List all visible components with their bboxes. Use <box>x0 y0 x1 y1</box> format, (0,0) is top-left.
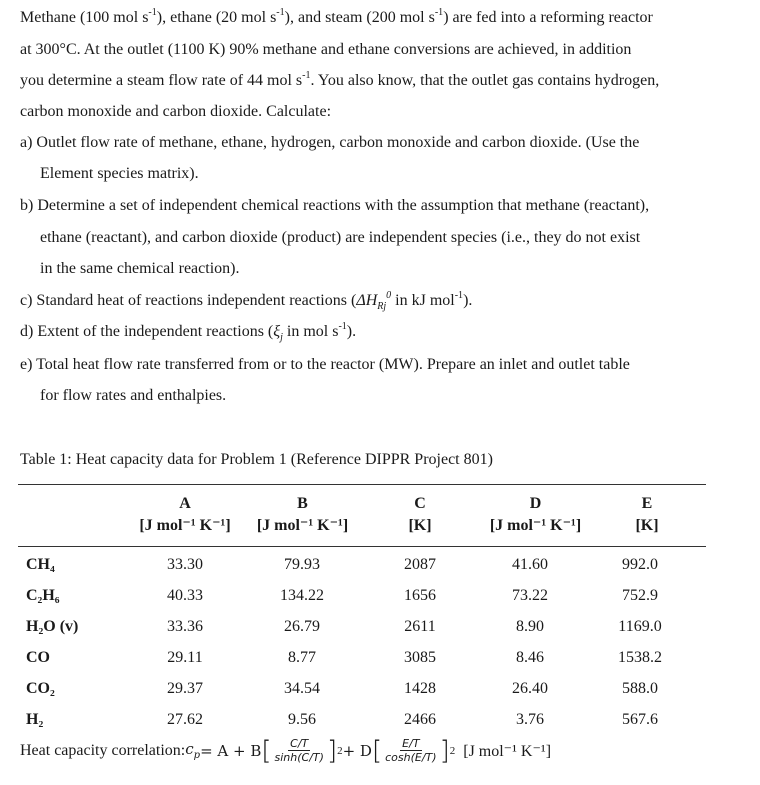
problem-line-3 <box>20 71 659 91</box>
value-cell-c: 1428 <box>404 680 436 697</box>
question-c-unit: in kJ mol <box>391 292 455 309</box>
value-cell-c: 2466 <box>404 711 436 728</box>
question-b-line-3: in the same chemical reaction). <box>40 260 240 277</box>
question-d-text: d) Extent of the independent reactions ( <box>20 323 274 340</box>
header-d-name: D <box>529 495 542 512</box>
question-c-end: ). <box>463 292 473 309</box>
question-d-unit: in mol s <box>282 323 339 340</box>
delta-h-symbol: ΔH <box>356 292 378 309</box>
question-e-line-2: for flow rates and enthalpies. <box>40 387 227 404</box>
xi-sub: j <box>280 332 283 344</box>
problem-line-2: at 300°C. At the outlet (1100 K) 90% methane and ethane conversions are achieved, in addition <box>20 41 632 58</box>
line3-sup: -1 <box>302 70 311 81</box>
value-cell-d: 26.40 <box>512 680 548 697</box>
correlation-label: Heat capacity correlation: <box>20 741 186 759</box>
bracket-open-2: [ <box>371 735 383 766</box>
heat-capacity-correlation: Heat capacity correlation: $c_p$ = A + B [ $\frac{C/T}{\sinh(C/T)}$ ] 2 + D [ $\frac{E/T}{\cosh(E/T)}$ ] 2 [J mol⁻¹ K⁻¹] <box>20 735 552 766</box>
value-cell-b: 9.56 <box>288 711 316 728</box>
bracket-close-2: ] <box>439 735 450 766</box>
question-b-line-1: b) Determine a set of independent chemical reactions with the assumption that methane (reactant), <box>20 197 650 214</box>
fraction-1-numerator: C/T <box>290 737 309 750</box>
value-cell-b: 134.22 <box>280 587 324 604</box>
fraction-1-denominator: sinh(C/T) <box>274 751 324 764</box>
value-cell-a: 27.62 <box>167 711 203 728</box>
value-cell-c: 3085 <box>404 649 436 666</box>
header-c-name: C <box>414 495 426 512</box>
header-e-name: E <box>641 495 653 512</box>
value-cell-a: 29.11 <box>167 649 203 666</box>
value-cell-a: 33.36 <box>167 618 203 635</box>
fraction-2-numerator: E/T <box>402 737 420 750</box>
header-a <box>130 493 240 537</box>
value-cell-b: 34.54 <box>284 680 320 697</box>
species-cell: H₂ <box>26 711 44 728</box>
header-d <box>478 493 593 537</box>
question-c-unit-sup: -1 <box>454 290 464 301</box>
correlation-units: [J mol⁻¹ K⁻¹] <box>463 742 552 760</box>
table-caption: Table 1: Heat capacity data for Problem 1 (Reference DIPPR Project 801) <box>20 451 493 468</box>
table-header-rule <box>18 546 706 547</box>
fraction-2-denominator: cosh(E/T) <box>385 751 437 764</box>
value-cell-d: 8.90 <box>516 618 544 635</box>
value-cell-d: 41.60 <box>512 556 548 573</box>
value-cell-a: 40.33 <box>167 587 203 604</box>
intro-text-4: ) are fed into a reforming reactor <box>443 9 653 26</box>
value-cell-b: 26.79 <box>284 618 320 635</box>
species-cell: CO <box>26 649 50 666</box>
question-a-line-2: Element species matrix). <box>40 165 199 182</box>
fraction-2 <box>383 737 438 764</box>
fraction-1 <box>273 737 326 764</box>
intro-text-1: Methane (100 mol s <box>20 9 149 26</box>
value-cell-c: 2611 <box>404 618 436 635</box>
value-cell-d: 3.76 <box>516 711 544 728</box>
header-b-unit: [J mol⁻¹ K⁻¹] <box>256 517 349 534</box>
question-d-unit-sup: -1 <box>338 321 347 332</box>
problem-intro-line <box>20 8 653 28</box>
cp-subscript: p <box>193 750 201 761</box>
value-cell-e: 992.0 <box>622 556 658 573</box>
question-d-end: ). <box>346 323 357 340</box>
value-cell-c: 2087 <box>404 556 436 573</box>
header-e-unit: [K] <box>635 517 659 534</box>
cp-letter: c <box>185 740 194 758</box>
table-top-rule <box>18 484 706 485</box>
value-cell-d: 8.46 <box>516 649 544 666</box>
value-cell-e: 567.6 <box>622 711 658 728</box>
line3-text-b: . You also know, that the outlet gas contains hydrogen, <box>310 72 660 89</box>
question-c <box>20 291 472 317</box>
value-cell-e: 1538.2 <box>618 649 662 666</box>
intro-sup-2: -1 <box>276 7 285 18</box>
line3-text-a: you determine a steam flow rate of 44 mol s <box>20 72 303 89</box>
intro-text-3: ), and steam (200 mol s <box>284 9 435 26</box>
value-cell-c: 1656 <box>404 587 436 604</box>
delta-h-sub: Rj <box>377 301 387 313</box>
question-e-line-1: e) Total heat flow rate transferred from or to the reactor (MW). Prepare an inlet and outlet table <box>20 356 630 373</box>
value-cell-b: 79.93 <box>284 556 320 573</box>
value-cell-e: 752.9 <box>622 587 658 604</box>
xi-symbol: ξ <box>273 323 281 340</box>
eq-a-plus-b: = A + B <box>200 741 262 760</box>
value-cell-e: 1169.0 <box>618 618 662 635</box>
species-cell: H₂O (v) <box>26 618 79 635</box>
header-c <box>395 493 445 537</box>
plus-d: + D <box>342 741 372 760</box>
question-b-line-2: ethane (reactant), and carbon dioxide (product) are independent species (i.e., they do not exist <box>40 229 641 246</box>
question-d <box>20 322 356 348</box>
question-c-text: c) Standard heat of reactions independent reactions ( <box>20 292 357 309</box>
intro-text-2: ), ethane (20 mol s <box>156 9 277 26</box>
problem-line-4: carbon monoxide and carbon dioxide. Calculate: <box>20 103 332 120</box>
header-a-unit: [J mol⁻¹ K⁻¹] <box>139 517 231 534</box>
header-c-unit: [K] <box>408 517 432 534</box>
intro-sup-3: -1 <box>434 7 444 18</box>
header-e <box>622 493 672 537</box>
question-a-line-1: a) Outlet flow rate of methane, ethane, hydrogen, carbon monoxide and carbon dioxide. (Use the <box>20 134 640 151</box>
delta-h-sup: 0 <box>386 290 392 301</box>
value-cell-d: 73.22 <box>512 587 548 604</box>
value-cell-e: 588.0 <box>622 680 658 697</box>
header-b-name: B <box>297 495 308 512</box>
value-cell-a: 33.30 <box>167 556 203 573</box>
value-cell-b: 8.77 <box>288 649 316 666</box>
species-cell: CO₂ <box>26 680 55 697</box>
bracket-close-1: ] <box>326 735 338 766</box>
cp-symbol <box>185 740 200 761</box>
header-d-unit: [J mol⁻¹ K⁻¹] <box>489 517 582 534</box>
header-a-name: A <box>179 495 191 512</box>
species-cell: CH₄ <box>26 556 55 573</box>
value-cell-a: 29.37 <box>167 680 203 697</box>
header-b <box>245 493 360 537</box>
bracket-open-1: [ <box>261 735 272 766</box>
intro-sup-1: -1 <box>148 7 157 18</box>
species-cell: C₂H₆ <box>26 587 60 604</box>
